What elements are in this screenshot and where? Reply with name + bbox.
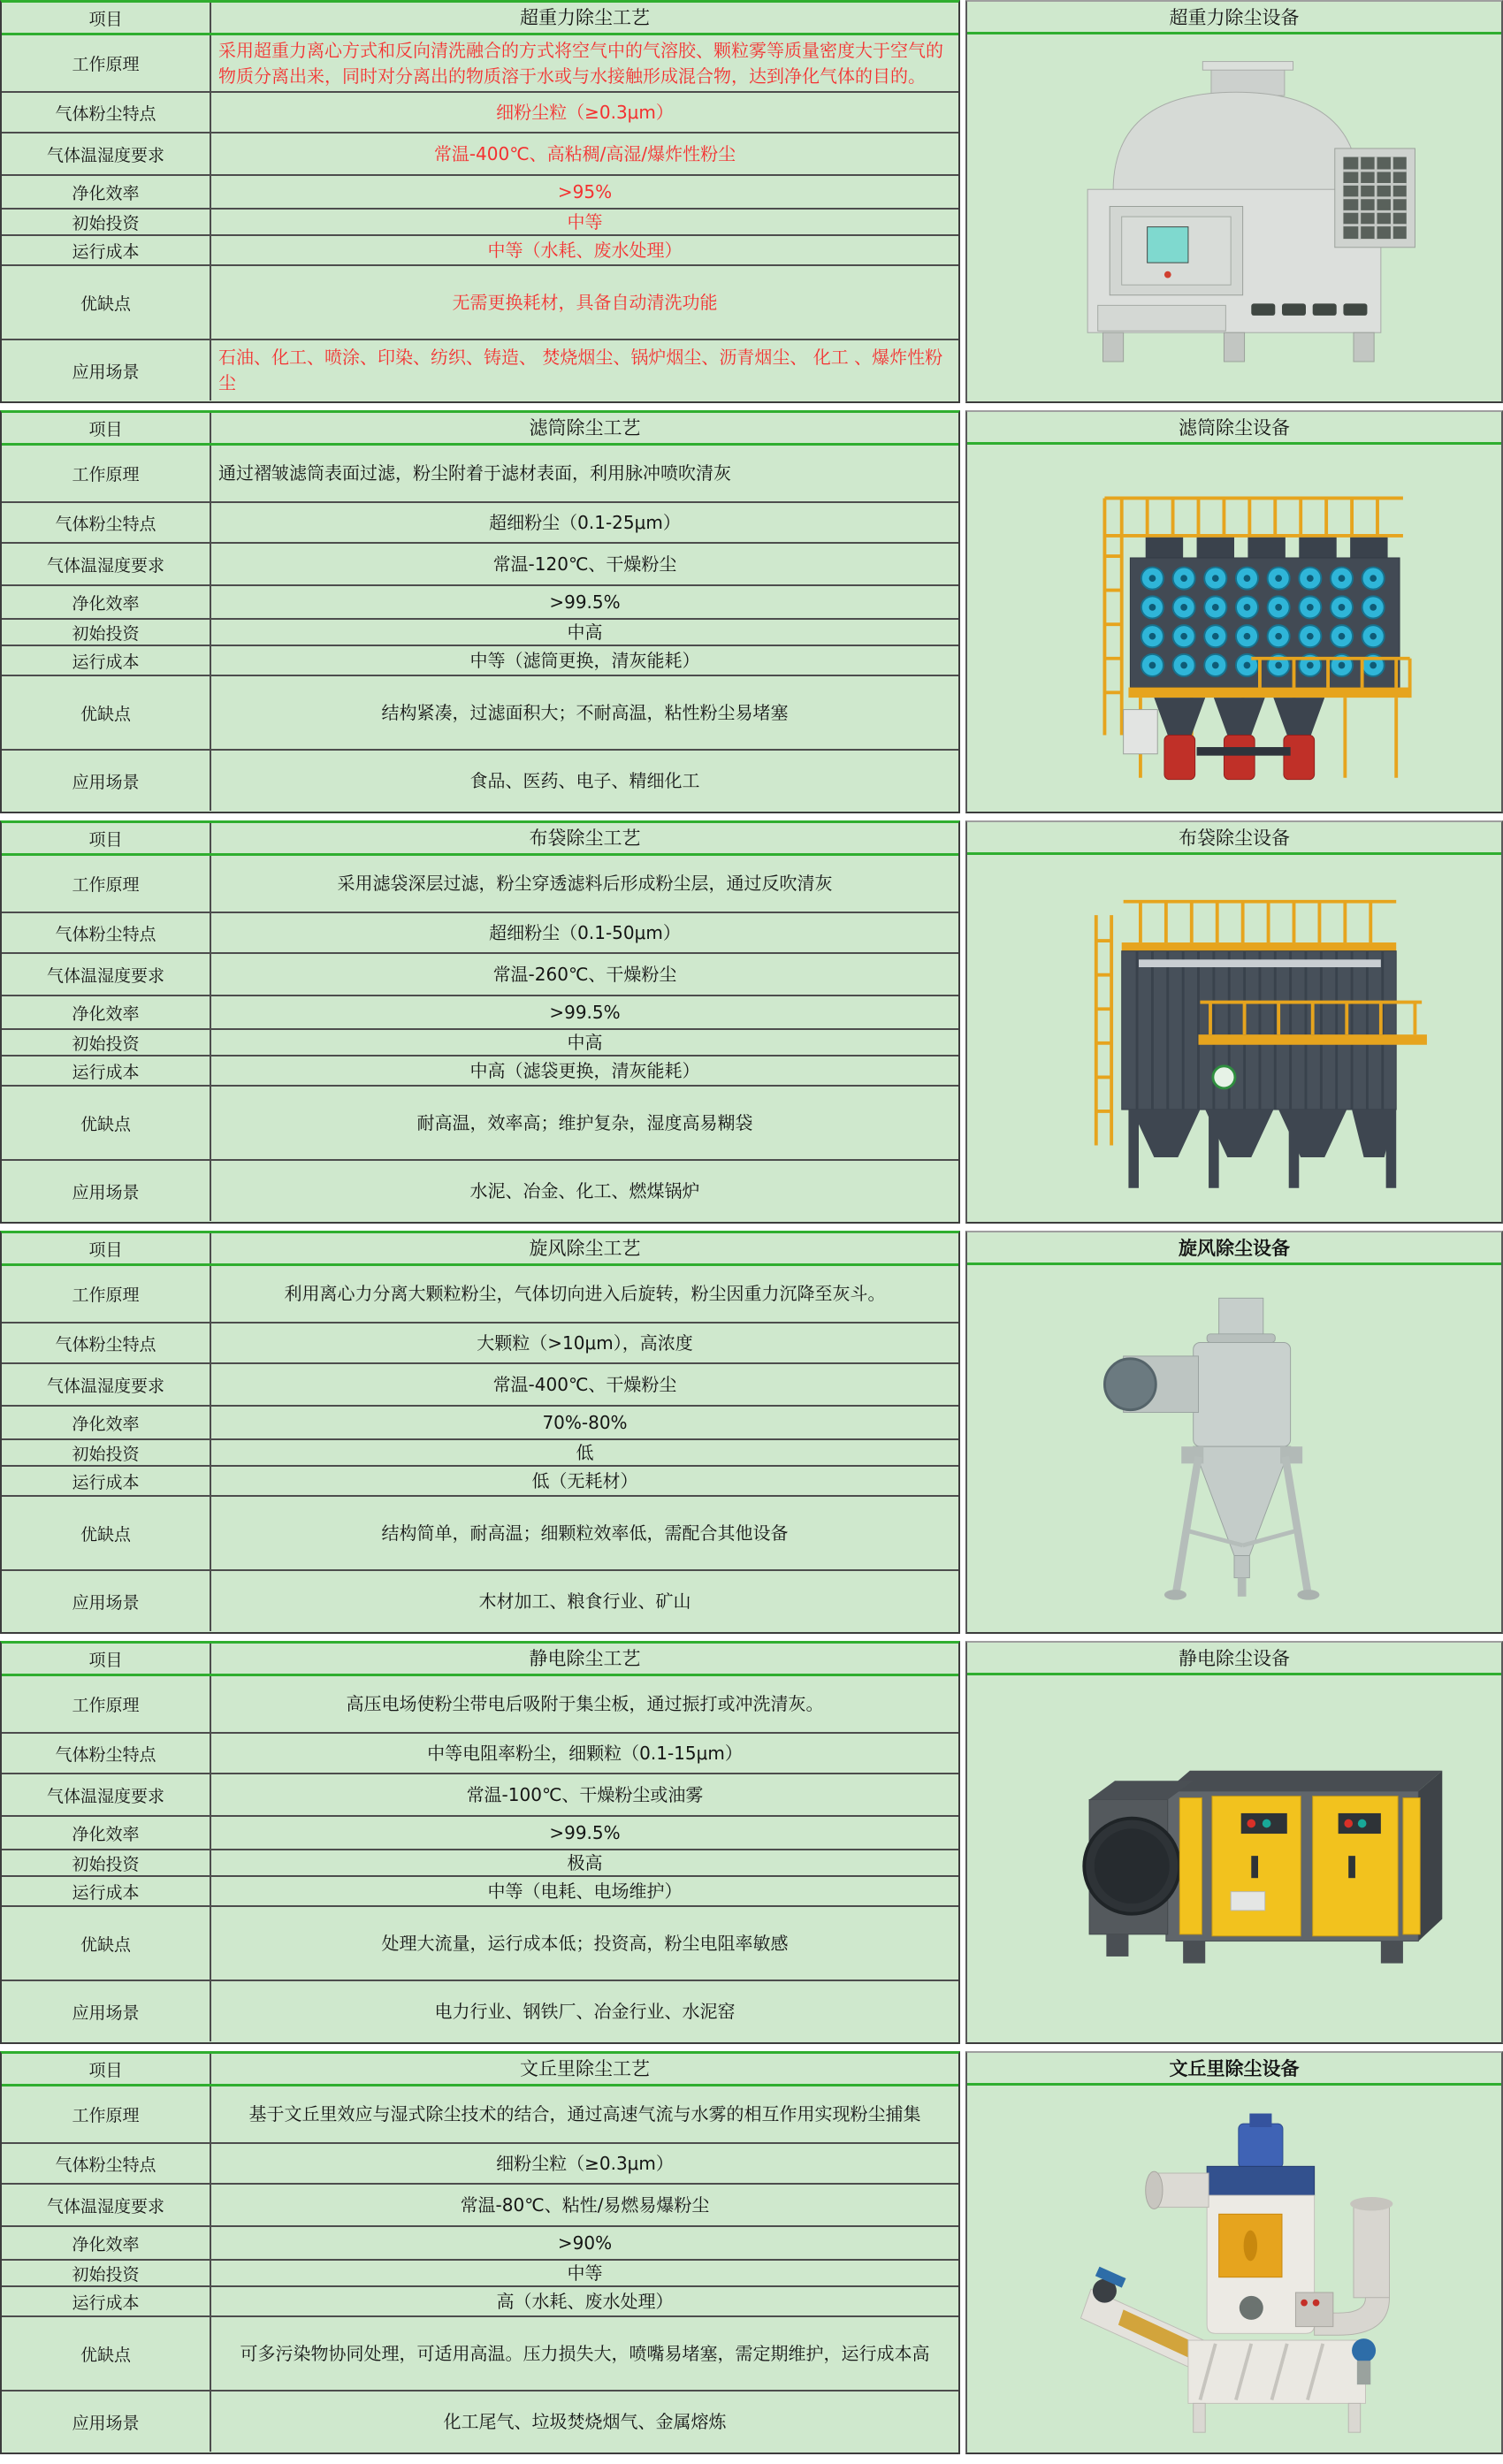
equipment-panel [965,1641,1503,2044]
row-label: 初始投资 [2,1850,211,1875]
row-label: 项目 [2,2054,211,2084]
table-row [2,1233,958,1263]
table-row [2,2259,958,2285]
principle-value: 基于文丘里效应与湿式除尘技术的结合，通过高速气流与水雾的相互作用实现粉尘捕集 [248,2103,921,2125]
process-title: 滤筒除尘工艺 [529,416,641,439]
row-label: 气体粉尘特点 [2,1324,211,1362]
table-row [2,443,958,501]
row-label: 运行成本 [2,236,211,264]
table-row [2,584,958,618]
table-row [2,1405,958,1438]
cost-value: 中高（滤袋更换，清灰能耗） [469,1059,700,1081]
row-label: 气体粉尘特点 [2,503,211,542]
table-row [2,3,958,33]
table-row [2,1159,958,1221]
comparison-table [0,0,960,403]
row-label: 项目 [2,1644,211,1674]
applications-value: 食品、医药、电子、精细化工 [469,769,700,791]
table-row [2,2084,958,2142]
pros-cons-value: 结构简单，耐高温；细颗粒效率低，需配合其他设备 [381,1522,789,1544]
table-row [2,1465,958,1495]
temperature-value: 常温-260℃、干燥粉尘 [492,963,677,985]
principle-value: 采用滤袋深层过滤，粉尘穿透滤料后形成粉尘层，通过反吹清灰 [337,873,833,894]
row-label: 运行成本 [2,1877,211,1905]
table-row [2,1438,958,1465]
section-venturi [0,2051,1503,2454]
table-row [2,853,958,912]
pros-cons-value: 可多污染物协同处理，可适用高温。压力损失大，喷嘴易堵塞，需定期维护，运行成本高 [240,2342,930,2364]
section-gravity [0,0,1503,403]
table-row [2,2225,958,2259]
row-label: 气体温湿度要求 [2,2185,211,2225]
cost-value: 中等（电耗、电场维护） [487,1880,683,1902]
table-row [2,542,958,584]
applications-value: 电力行业、钢铁厂、冶金行业、水泥窑 [434,2000,736,2022]
row-label: 工作原理 [2,1676,211,1732]
table-row [2,1849,958,1875]
section-baghouse [0,820,1503,1224]
row-label: 应用场景 [2,751,211,811]
process-title: 旋风除尘工艺 [529,1237,641,1259]
row-label: 净化效率 [2,996,211,1028]
temperature-value: 常温-120℃、干燥粉尘 [492,553,677,575]
table-row [2,339,958,400]
comparison-table [0,1641,960,2044]
row-label: 净化效率 [2,176,211,208]
row-label: 气体粉尘特点 [2,93,211,132]
row-label: 气体粉尘特点 [2,1734,211,1773]
table-row [2,823,958,853]
table-row [2,2054,958,2084]
row-label: 优缺点 [2,2317,211,2390]
comparison-table [0,410,960,813]
row-label: 优缺点 [2,266,211,339]
equipment-panel [965,2051,1503,2454]
baghouse-dust-collector-image [996,858,1473,1220]
row-label: 工作原理 [2,2086,211,2142]
table-row [2,413,958,443]
dust-value: 超细粉尘（0.1-50μm） [489,921,681,943]
efficiency-value: >99.5% [549,591,621,613]
cartridge-dust-collector-image [996,447,1473,810]
table-row [2,1495,958,1569]
cost-value: 高（水耗、废水处理） [496,2290,674,2312]
table-row [2,995,958,1028]
temperature-value: 常温-80℃、粘性/易燃易爆粉尘 [460,2193,710,2216]
comparison-table [0,2051,960,2454]
row-label: 气体温湿度要求 [2,1774,211,1815]
efficiency-value: 70%-80% [542,1411,628,1433]
table-row [2,2183,958,2225]
table-row [2,1980,958,2041]
row-label: 运行成本 [2,2287,211,2315]
equipment-image-area [967,34,1501,401]
process-title: 文丘里除尘工艺 [520,2057,650,2079]
efficiency-value: >99.5% [549,1821,621,1843]
table-row [2,2285,958,2315]
table-row [2,952,958,995]
cost-value: 中等（水耗、废水处理） [487,239,683,261]
efficiency-value: >99.5% [549,1001,621,1023]
investment-value: 极高 [567,1851,603,1873]
process-title: 静电除尘工艺 [529,1647,641,1669]
table-row [2,33,958,91]
process-title: 超重力除尘工艺 [520,6,650,28]
investment-value: 中高 [567,1031,603,1053]
efficiency-value: >90% [557,2231,613,2254]
row-label: 净化效率 [2,586,211,618]
pros-cons-value: 结构紧凑，过滤面积大；不耐高温，粘性粉尘易堵塞 [381,701,789,723]
equipment-panel [965,410,1503,813]
pros-cons-value: 无需更换耗材，具备自动清洗功能 [452,291,718,313]
electrostatic-dust-collector-image [996,1682,1473,2036]
equipment-image-area [967,445,1501,812]
row-label: 净化效率 [2,2227,211,2259]
table-row [2,1322,958,1362]
comparison-table [0,820,960,1224]
temperature-value: 常温-100℃、干燥粉尘或油雾 [466,1783,704,1805]
dust-value: 细粉尘粒（≥0.3μm） [496,101,674,123]
row-label: 气体温湿度要求 [2,133,211,174]
table-row [2,1732,958,1773]
equipment-panel [965,1231,1503,1634]
row-label: 优缺点 [2,1497,211,1569]
row-label: 优缺点 [2,1087,211,1159]
equipment-panel [965,820,1503,1224]
row-label: 初始投资 [2,2261,211,2285]
table-row [2,234,958,264]
applications-value: 石油、化工、喷涂、印染、纺织、铸造、 焚烧烟尘、锅炉烟尘、沥青烟尘、 化工 、爆炸性粉尘 [218,347,943,393]
row-label: 初始投资 [2,620,211,645]
row-label: 应用场景 [2,340,211,400]
table-row [2,2315,958,2390]
section-electrostatic [0,1641,1503,2044]
equipment-title: 布袋除尘设备 [967,822,1501,855]
investment-value: 中等 [567,210,603,233]
dust-value: 超细粉尘（0.1-25μm） [489,511,681,533]
table-row [2,91,958,132]
row-label: 项目 [2,413,211,443]
row-label: 气体粉尘特点 [2,913,211,952]
table-row [2,645,958,675]
temperature-value: 常温-400℃、干燥粉尘 [492,1373,677,1395]
row-label: 初始投资 [2,210,211,234]
table-row [2,1569,958,1631]
equipment-image-area [967,2086,1501,2453]
investment-value: 中高 [567,621,603,643]
row-label: 工作原理 [2,856,211,912]
row-label: 工作原理 [2,1266,211,1322]
row-label: 优缺点 [2,676,211,749]
venturi-dust-collector-image [996,2088,1473,2451]
table-row [2,2142,958,2183]
principle-value: 利用离心力分离大颗粒粉尘，气体切向进入后旋转，粉尘因重力沉降至灰斗。 [284,1283,886,1304]
table-row [2,174,958,208]
row-label: 气体粉尘特点 [2,2144,211,2183]
section-cyclone [0,1231,1503,1634]
pros-cons-value: 处理大流量，运行成本低；投资高，粉尘电阻率敏感 [381,1932,789,1954]
investment-value: 低 [576,1441,594,1463]
equipment-title: 滤筒除尘设备 [967,412,1501,445]
equipment-title: 旋风除尘设备 [967,1232,1501,1265]
table-row [2,1055,958,1085]
row-label: 初始投资 [2,1030,211,1055]
row-label: 应用场景 [2,1981,211,2041]
principle-value: 采用超重力离心方式和反向清洗融合的方式将空气中的气溶胶、颗粒雾等质量密度大于空气的物质分离出来，同时对分离出的物质溶于水或与水接触形成混合物，达到净化气体的目的。 [218,39,943,87]
dust-value: 大颗粒（>10μm），高浓度 [477,1331,693,1354]
efficiency-value: >95% [557,180,613,202]
comparison-table [0,1231,960,1634]
table-row [2,1905,958,1980]
cyclone-dust-collector-image [996,1268,1473,1630]
table-row [2,208,958,234]
row-label: 优缺点 [2,1907,211,1980]
applications-value: 化工尾气、垃圾焚烧烟气、金属熔炼 [443,2410,727,2432]
table-row [2,501,958,542]
row-label: 净化效率 [2,1817,211,1849]
gravity-dust-collector-image [996,42,1473,395]
table-row [2,1875,958,1905]
row-label: 应用场景 [2,1161,211,1221]
table-row [2,675,958,749]
row-label: 净化效率 [2,1407,211,1438]
equipment-panel [965,0,1503,403]
process-title: 布袋除尘工艺 [529,827,641,849]
section-cartridge [0,410,1503,813]
temperature-value: 常温-400℃、高粘稠/高湿/爆炸性粉尘 [433,142,736,164]
row-label: 运行成本 [2,646,211,675]
row-label: 项目 [2,823,211,853]
row-label: 工作原理 [2,35,211,91]
table-row [2,1773,958,1815]
row-label: 气体温湿度要求 [2,1364,211,1405]
equipment-image-area [967,855,1501,1222]
equipment-image-area [967,1675,1501,2042]
table-row [2,264,958,339]
row-label: 运行成本 [2,1467,211,1495]
table-row [2,618,958,645]
table-row [2,1815,958,1849]
row-label: 初始投资 [2,1440,211,1465]
table-row [2,132,958,174]
principle-value: 高压电场使粉尘带电后吸附于集尘板，通过振打或冲洗清灰。 [346,1693,824,1714]
equipment-title: 超重力除尘设备 [967,2,1501,34]
applications-value: 水泥、冶金、化工、燃煤锅炉 [469,1179,700,1201]
table-row [2,1028,958,1055]
table-row [2,749,958,811]
dust-value: 中等电阻率粉尘，细颗粒（0.1-15μm） [427,1742,743,1764]
row-label: 气体温湿度要求 [2,544,211,584]
equipment-title: 文丘里除尘设备 [967,2053,1501,2086]
row-label: 应用场景 [2,2392,211,2452]
equipment-image-area [967,1265,1501,1632]
table-row [2,1263,958,1322]
table-row [2,1644,958,1674]
principle-value: 通过褶皱滤筒表面过滤，粉尘附着于滤材表面，利用脉冲喷吹清灰 [218,462,731,484]
cost-value: 低（无耗材） [531,1469,638,1491]
row-label: 项目 [2,3,211,33]
row-label: 应用场景 [2,1571,211,1631]
row-label: 运行成本 [2,1057,211,1085]
investment-value: 中等 [567,2262,603,2284]
row-label: 工作原理 [2,446,211,501]
table-row [2,912,958,952]
equipment-title: 静电除尘设备 [967,1643,1501,1675]
cost-value: 中等（滤筒更换，清灰能耗） [469,649,700,671]
row-label: 项目 [2,1233,211,1263]
row-label: 气体温湿度要求 [2,954,211,995]
table-row [2,1362,958,1405]
pros-cons-value: 耐高温，效率高；维护复杂，湿度高易糊袋 [416,1111,753,1133]
applications-value: 木材加工、粮食行业、矿山 [478,1590,691,1612]
table-row [2,1674,958,1732]
dust-value: 细粉尘粒（≥0.3μm） [496,2152,674,2174]
table-row [2,1085,958,1159]
table-row [2,2390,958,2452]
